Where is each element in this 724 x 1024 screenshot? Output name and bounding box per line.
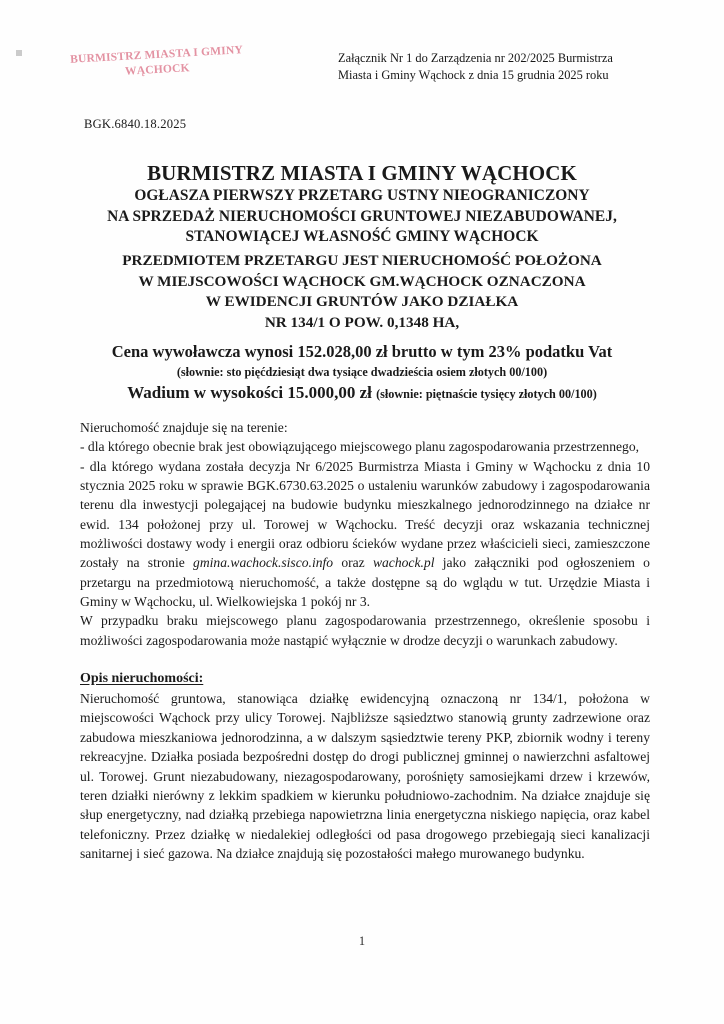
subject-block: [62, 251, 662, 333]
section-heading-property-description: Opis nieruchomości:: [80, 671, 204, 687]
document-reference-line-1: Załącznik Nr 1 do Zarządzenia nr 202/2025 Burmistrza: [338, 51, 613, 65]
website-link-sisco: gmina.wachock.sisco.info: [193, 555, 334, 571]
starting-price-in-words: (słownie: sto pięćdziesiąt dwa tysiące dwadzieścia osiem złotych 00/100): [176, 365, 548, 379]
page-number: 1: [358, 934, 366, 948]
case-number: BGK.6840.18.2025: [84, 117, 187, 131]
bullet-decision-part-2: oraz: [333, 555, 373, 571]
website-link-wachock: wachock.pl: [372, 555, 435, 571]
subject-line-2: W MIEJSCOWOŚCI WĄCHOCK GM.WĄCHOCK OZNACZONA: [138, 272, 586, 290]
subject-line-1: PRZEDMIOTEM PRZETARGU JEST NIERUCHOMOŚĆ POŁOŻONA: [122, 252, 602, 269]
subject-line-4: NR 134/1 O POW. 0,1348 HA,: [264, 313, 460, 331]
section-spacer: [80, 650, 650, 669]
title-block: [62, 160, 662, 248]
body-text-area: [80, 418, 650, 863]
intro-line: Nieruchomość znajduje się na terenie:: [80, 420, 288, 435]
subject-line-3: W EWIDENCJI GRUNTÓW JAKO DZIAŁKA: [205, 293, 519, 310]
paragraph-no-local-plan: W przypadku braku miejscowego planu zagospodarowania przestrzennego, określenie sposobu i możliwości zagospodarowania może nastąpić wyłącznie w drodze decyzji o warunkach zabudowy.: [80, 613, 650, 648]
stamp-line-1: BURMISTRZ MIASTA I GMINY: [69, 44, 244, 66]
bullet-decision-part-1: - dla którego wydana została decyzja Nr 6/2025 Burmistrza Miasta i Gminy w Wąchocku z dnia 10 stycznia 2025 roku w sprawie BGK.6730.63.2025 o ustaleniu warunków zabudowy i zagospodarowania terenu dla inwestycji polegającej na budowie budynku mieszkalnego jednorodzinnego na działce nr ewid. 134 położonej przy ul. Torowej w Wąchocku. Treść decyzji oraz wskazania technicznej możliwości dostawy wody i energii oraz odbioru ścieków wydane przez właścicieli sieci, zamieszczone zostały na stronie: [80, 458, 650, 571]
price-block: [62, 341, 662, 406]
document-reference-line-2: Miasta i Gminy Wąchock z dnia 15 grudnia 2025 roku: [338, 67, 609, 82]
title-line-1: BURMISTRZ MIASTA I GMINY WĄCHOCK: [147, 161, 577, 185]
office-stamp: [61, 43, 252, 84]
starting-price: Cena wywoławcza wynosi 152.028,00 zł brutto w tym 23% podatku Vat: [111, 342, 613, 361]
bullet-no-plan: - dla którego obecnie brak jest obowiązującego miejscowego planu zagospodarowania przestrzennego,: [80, 439, 640, 455]
paragraph-property-description: Nieruchomość gruntowa, stanowiąca działkę ewidencyjną oznaczoną nr 134/1, położona w miejscowości Wąchock przy ulicy Torowej. Najbliższe sąsiedztwo stanowią grunty zadrzewione oraz zabudowa mieszkaniowa jednorodzinna, a w dalszym sąsiedztwie tereny PKP, zbiornik wodny i tereny rekreacyjne. Działka posiada bezpośredni dostęp do drogi publicznej gminnej o nawierzchni asfaltowej ul. Torowej. Grunt niezabudowany, niezagospodarowany, porośnięty samosiejkami drzew i krzewów, teren działki nierówny z lekkim spadkiem w kierunku południowo-zachodnim. Na działce znajduje się słup energetyczny, nad działką przebiega napowietrzna linia energetyczna niskiego napięcia, oraz kabel telefoniczny. Przez działkę w niedalekiej odległości od pasa drogowego przebiegają sieci kanalizacji sanitarnej i sieć gazowa. Na działce znajdują się pozostałości małego murowanego budynku.: [80, 691, 650, 861]
deposit-in-words: (słownie: piętnaście tysięcy złotych 00/100): [376, 387, 597, 401]
bullet-decision-part-3: jako załączniki pod ogłoszeniem o przetargu na przedmiotową nieruchomość, a także dostępne są do wglądu w tut. Urzędzie Miasta i Gminy w Wąchocku, ul. Wielkowiejska 1 pokój nr 3.: [80, 555, 650, 610]
deposit-amount: Wadium w wysokości 15.000,00 zł: [127, 383, 372, 402]
title-line-4: STANOWIĄCEJ WŁASNOŚĆ GMINY WĄCHOCK: [185, 228, 539, 245]
title-line-2: OGŁASZA PIERWSZY PRZETARG USTNY NIEOGRANICZONY: [134, 187, 590, 204]
scan-artifact-speck: [16, 50, 22, 56]
bullet-decision: [80, 457, 650, 612]
document-reference: [338, 50, 668, 83]
deposit-line: [62, 381, 662, 406]
stamp-line-2: WĄCHOCK: [124, 62, 191, 78]
title-line-3: NA SPRZEDAŻ NIERUCHOMOŚCI GRUNTOWEJ NIEZABUDOWANEJ,: [107, 207, 617, 225]
